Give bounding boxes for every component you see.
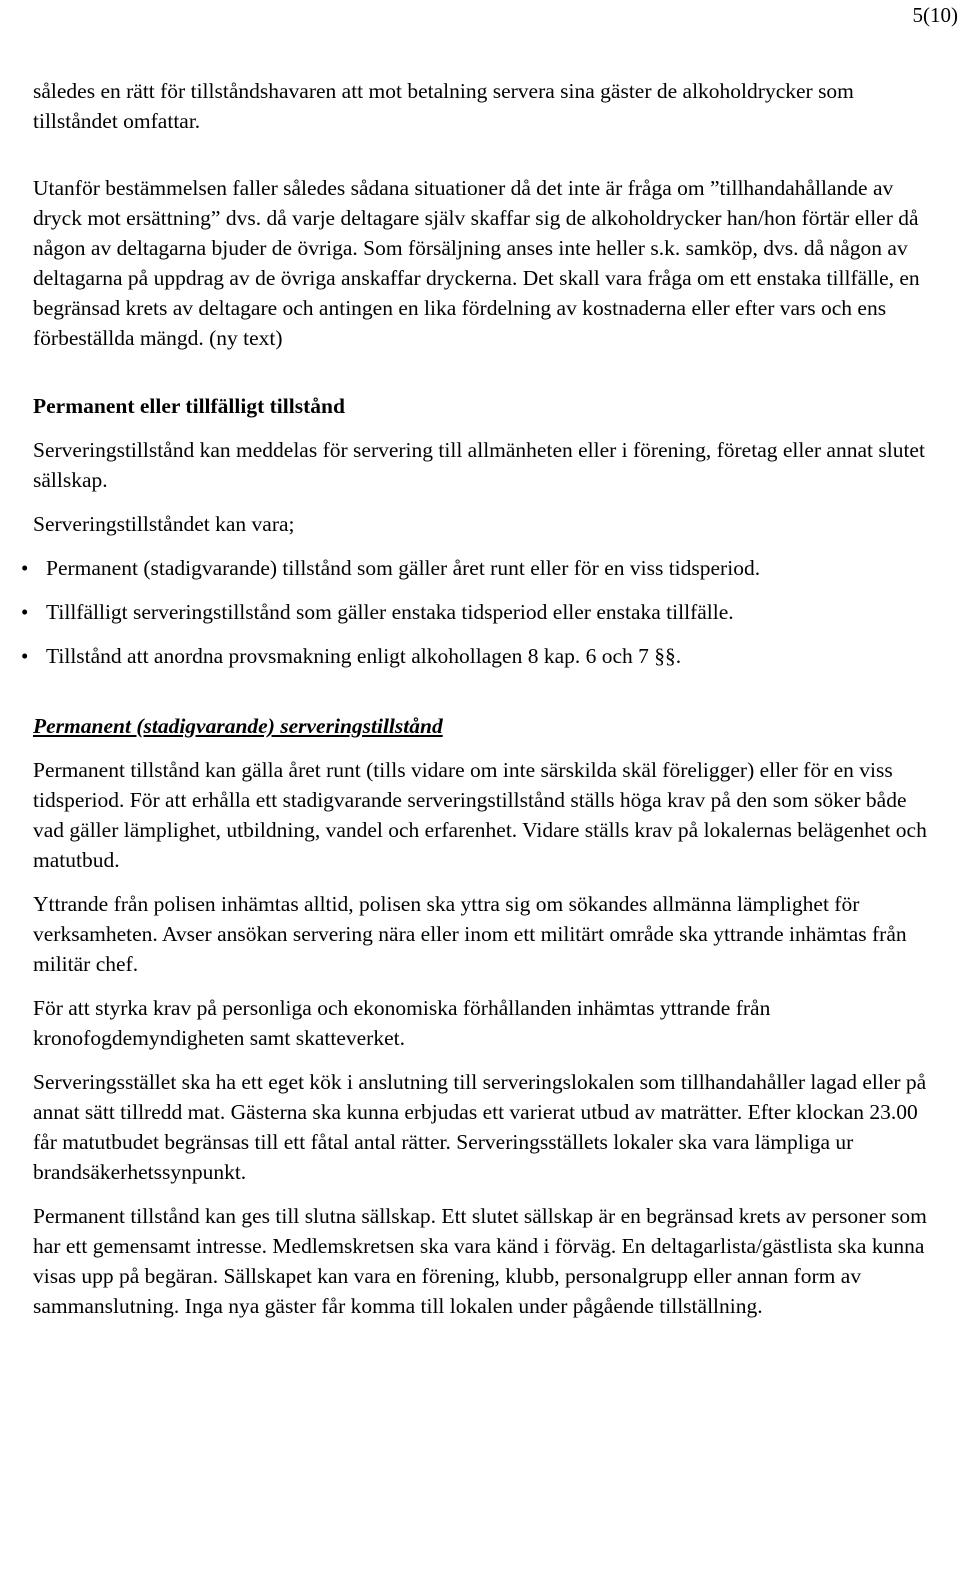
list-item	[21, 553, 938, 583]
permit-types-list	[21, 553, 938, 671]
paragraph-financial-statement: För att styrka krav på personliga och ekonomiska förhållanden inhämtas yttrande från kronofogdemyndigheten samt skatteverket.	[33, 996, 771, 1050]
paragraph-permanent-requirements: Permanent tillstånd kan gälla året runt (tills vidare om inte särskilda skäl föreligger) eller för en viss tidsperiod. För att erhålla ett stadigvarande serveringstillstånd ställs höga krav på den som söker både vad gäller lämplighet, utbildning, vandel och erfarenhet. Vidare ställs krav på lokalernas belägenhet och matutbud.	[33, 758, 927, 872]
list-item-text: Permanent (stadigvarande) tillstånd som gäller året runt eller för en viss tidsperiod.	[46, 556, 761, 580]
bullet-icon: •	[21, 644, 29, 668]
paragraph-permit-types-intro: Serveringstillståndet kan vara;	[33, 512, 295, 536]
list-item-text: Tillstånd att anordna provsmakning enligt alkohollagen 8 kap. 6 och 7 §§.	[46, 644, 682, 668]
list-item	[21, 597, 938, 627]
paragraph-continuation: således en rätt för tillståndshavaren att mot betalning servera sina gäster de alkoholdrycker som tillståndet omfattar.	[33, 79, 854, 133]
list-item	[21, 641, 938, 671]
list-item-text: Tillfälligt serveringstillstånd som gäller enstaka tidsperiod eller enstaka tillfälle.	[46, 600, 734, 624]
paragraph-closed-parties: Permanent tillstånd kan ges till slutna sällskap. Ett slutet sällskap är en begränsad krets av personer som har ett gemensamt intresse. Medlemskretsen ska vara känd i förväg. En deltagarlista/gästlista ska kunna visas upp på begäran. Sällskapet kan vara en förening, klubb, personalgrupp eller annan form av sammanslutning. Inga nya gäster får komma till lokalen under pågående tillställning.	[33, 1204, 927, 1318]
paragraph-police-statement: Yttrande från polisen inhämtas alltid, polisen ska yttra sig om sökandes allmänna lämplighet för verksamheten. Avser ansökan servering nära eller inom ett militärt område ska yttrande inhämtas från militär chef.	[33, 892, 907, 976]
paragraph-exclusions: Utanför bestämmelsen faller således sådana situationer då det inte är fråga om ”tillhandahållande av dryck mot ersättning” dvs. då varje deltagare själv skaffar sig de alkoholdrycker han/hon förtär eller då någon av deltagarna bjuder de övriga. Som försäljning anses inte heller s.k. samköp, dvs. då någon av deltagarna på uppdrag av de övriga anskaffar dryckerna. Det skall vara fråga om ett enstaka tillfälle, en begränsad krets av deltagare och antingen en lika fördelning av kostnaderna eller efter vars och ens förbeställda mängd. (ny text)	[33, 176, 920, 350]
heading-permanent-or-temporary: Permanent eller tillfälligt tillstånd	[33, 394, 345, 418]
heading-permanent-permit: Permanent (stadigvarande) serveringstillstånd	[33, 714, 443, 738]
bullet-icon: •	[21, 556, 29, 580]
document-body	[21, 76, 938, 1335]
page-number: 5(10)	[912, 3, 958, 27]
bullet-icon: •	[21, 600, 29, 624]
paragraph-permit-scope: Serveringstillstånd kan meddelas för servering till allmänheten eller i förening, företag eller annat slutet sällskap.	[33, 438, 925, 492]
paragraph-kitchen-requirements: Serveringsstället ska ha ett eget kök i anslutning till serveringslokalen som tillhandahåller lagad eller på annat sätt tillredd mat. Gästerna ska kunna erbjudas ett varierat utbud av maträtter. Efter klockan 23.00 får matutbudet begränsas till ett fåtal antal rätter. Serveringsställets lokaler ska vara lämpliga ur brandsäkerhetssynpunkt.	[33, 1070, 927, 1184]
